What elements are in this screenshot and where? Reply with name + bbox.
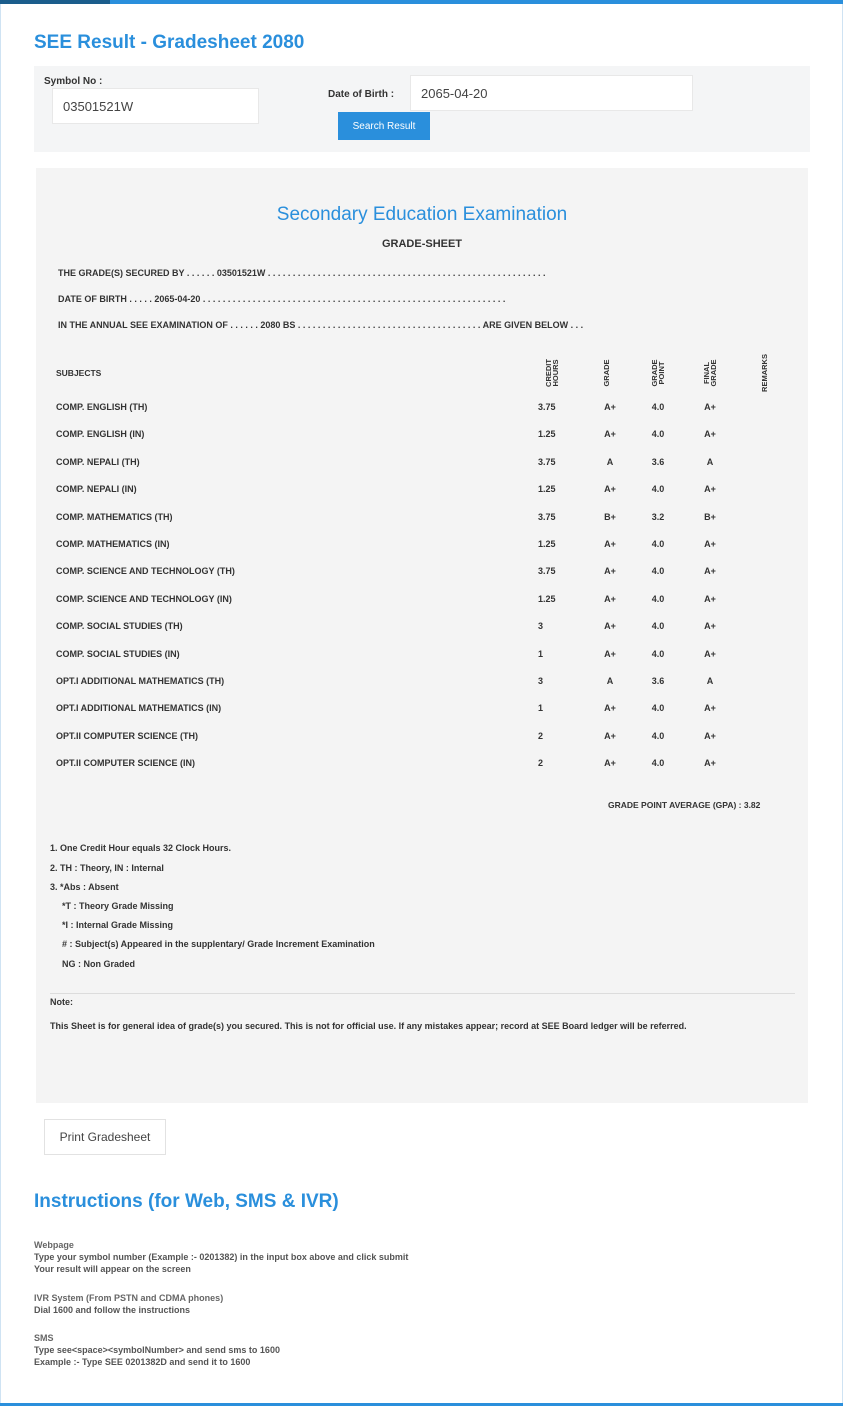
grade-point-cell: 4.0 — [651, 539, 665, 549]
table-row — [36, 676, 808, 690]
search-result-button[interactable]: Search Result — [338, 112, 430, 140]
subject-cell: COMP. NEPALI (IN) — [56, 484, 137, 495]
instructions-sms — [34, 1332, 280, 1368]
final-grade-cell: A+ — [704, 566, 716, 577]
secured-by-line: THE GRADE(S) SECURED BY . . . . . . 03501521W . . . . . . . . . . . . . . . . . . . . . . . . . . . . . . . . . . . . . . . . . . . . . . . . . . . . . . . . — [58, 268, 546, 278]
grade-point-cell: 4.0 — [651, 566, 665, 577]
final-grade-cell: A+ — [704, 703, 716, 714]
grade-point-cell: 3.2 — [651, 511, 665, 522]
instructions-webpage — [34, 1239, 408, 1275]
grade-cell: A+ — [604, 539, 616, 549]
dob-input[interactable]: 2065-04-20 — [410, 75, 693, 111]
dob-line: DATE OF BIRTH . . . . . 2065-04-20 . . . . . . . . . . . . . . . . . . . . . . . . . . . . . . . . . . . . . . . . . . . . . . . . . . . . . . . . . . . . . — [58, 294, 506, 304]
col-grade-point: GRADE POINT — [650, 359, 666, 387]
final-grade-cell: A+ — [704, 758, 716, 769]
instruction-heading: IVR System (From PSTN and CDMA phones) — [34, 1293, 224, 1303]
gpa-value: GRADE POINT AVERAGE (GPA) : 3.82 — [608, 800, 761, 810]
instruction-line: Dial 1600 and follow the instructions — [34, 1305, 191, 1315]
credit-hours-cell: 1.25 — [538, 593, 556, 604]
final-grade-cell: A+ — [704, 484, 716, 495]
grade-point-cell: 3.6 — [651, 676, 665, 686]
final-grade-cell: A+ — [704, 539, 716, 549]
grade-cell: A+ — [604, 703, 616, 714]
note-heading: Note: — [50, 997, 73, 1007]
subject-cell: COMP. SOCIAL STUDIES (IN) — [56, 648, 180, 659]
sheet-subtitle: GRADE-SHEET — [381, 238, 463, 250]
final-grade-cell: B+ — [704, 511, 716, 522]
subject-cell: COMP. ENGLISH (TH) — [56, 402, 148, 412]
grade-point-cell: 4.0 — [651, 703, 665, 714]
credit-hours-cell: 2 — [538, 730, 544, 741]
credit-hours-cell: 1.25 — [538, 429, 556, 440]
instruction-line: Type see<space><symbolNumber> and send sms to 1600 — [34, 1345, 280, 1355]
col-credit-hours: CREDIT HOURS — [544, 359, 560, 387]
instruction-heading: SMS — [34, 1333, 54, 1343]
grade-cell: A+ — [604, 402, 616, 412]
instructions-title: Instructions (for Web, SMS & IVR) — [34, 1191, 339, 1212]
grade-cell: A+ — [604, 621, 616, 632]
dob-label: Date of Birth : — [328, 89, 395, 100]
symbol-label: Symbol No : — [44, 76, 103, 87]
instructions-ivr — [34, 1292, 223, 1316]
instruction-line: Example :- Type SEE 0201382D and send it to 1600 — [34, 1357, 251, 1367]
grade-point-cell: 4.0 — [651, 730, 665, 741]
table-row — [36, 539, 808, 553]
note-divider — [50, 993, 795, 994]
table-row — [36, 484, 808, 498]
exam-line: IN THE ANNUAL SEE EXAMINATION OF . . . . . . 2080 BS . . . . . . . . . . . . . . . . . . . . . . . . . . . . . . . . . . . . . ARE GIVEN BELOW . . . — [58, 320, 584, 330]
footnote: 2. TH : Theory, IN : Internal — [50, 863, 164, 873]
footnote: # : Subject(s) Appeared in the supplentary/ Grade Increment Examination — [62, 939, 375, 949]
gradesheet — [36, 168, 808, 1103]
final-grade-cell: A — [706, 456, 714, 467]
subject-cell: COMP. SOCIAL STUDIES (TH) — [56, 621, 183, 632]
table-row — [36, 731, 808, 745]
grade-point-cell: 4.0 — [651, 648, 665, 659]
grade-cell: A+ — [604, 429, 616, 440]
table-row — [36, 621, 808, 635]
table-row — [36, 566, 808, 580]
table-row — [36, 402, 808, 416]
credit-hours-cell: 2 — [538, 758, 544, 769]
instruction-line: Your result will appear on the screen — [34, 1264, 191, 1274]
grade-point-cell: 4.0 — [651, 484, 665, 495]
credit-hours-cell: 3.75 — [538, 402, 556, 412]
instruction-line: Type your symbol number (Example :- 0201382) in the input box above and click submit — [34, 1252, 409, 1262]
subject-cell: OPT.I ADDITIONAL MATHEMATICS (IN) — [56, 703, 222, 714]
grade-cell: A+ — [604, 484, 616, 495]
subject-cell: COMP. SCIENCE AND TECHNOLOGY (IN) — [56, 593, 232, 604]
grade-cell: A+ — [604, 730, 616, 741]
final-grade-cell: A+ — [704, 621, 716, 632]
col-subjects: SUBJECTS — [56, 368, 102, 378]
subject-cell: COMP. MATHEMATICS (IN) — [56, 539, 170, 549]
page-title: SEE Result - Gradesheet 2080 — [34, 32, 305, 53]
grade-cell: A — [606, 676, 614, 686]
footnote: 1. One Credit Hour equals 32 Clock Hours. — [50, 843, 232, 853]
print-gradesheet-button[interactable]: Print Gradesheet — [44, 1119, 166, 1155]
credit-hours-cell: 1 — [538, 703, 544, 714]
subject-cell: COMP. MATHEMATICS (TH) — [56, 511, 173, 522]
final-grade-cell: A+ — [704, 730, 716, 741]
table-row — [36, 649, 808, 663]
footnote: NG : Non Graded — [62, 959, 136, 969]
grade-point-cell: 4.0 — [651, 593, 665, 604]
footnote: *I : Internal Grade Missing — [62, 920, 174, 930]
subject-cell: COMP. ENGLISH (IN) — [56, 429, 145, 440]
col-final-grade: FINAL GRADE — [702, 359, 718, 387]
final-grade-cell: A+ — [704, 402, 716, 412]
final-grade-cell: A — [706, 676, 714, 686]
col-remarks: REMARKS — [760, 354, 769, 392]
subject-cell: OPT.I ADDITIONAL MATHEMATICS (TH) — [56, 676, 225, 686]
grade-cell: A — [606, 456, 614, 467]
subject-cell: OPT.II COMPUTER SCIENCE (TH) — [56, 730, 199, 741]
credit-hours-cell: 3 — [538, 621, 544, 632]
credit-hours-cell: 1.25 — [538, 484, 556, 495]
credit-hours-cell: 3.75 — [538, 511, 556, 522]
credit-hours-cell: 3.75 — [538, 456, 556, 467]
credit-hours-cell: 1.25 — [538, 539, 556, 549]
grade-point-cell: 3.6 — [651, 456, 665, 467]
credit-hours-cell: 3 — [538, 676, 544, 686]
final-grade-cell: A+ — [704, 593, 716, 604]
table-row — [36, 703, 808, 717]
note-text: This Sheet is for general idea of grade(s) you secured. This is not for official use. If any mistakes appear; record at SEE Board ledger will be referred. — [50, 1021, 687, 1031]
grade-point-cell: 4.0 — [651, 758, 665, 769]
symbol-input[interactable]: 03501521W — [52, 88, 259, 124]
footnote: 3. *Abs : Absent — [50, 882, 119, 892]
final-grade-cell: A+ — [704, 429, 716, 440]
subject-cell: COMP. NEPALI (TH) — [56, 456, 140, 467]
credit-hours-cell: 1 — [538, 648, 544, 659]
grade-cell: A+ — [604, 593, 616, 604]
footnote: *T : Theory Grade Missing — [62, 901, 174, 911]
grade-point-cell: 4.0 — [651, 429, 665, 440]
subject-cell: COMP. SCIENCE AND TECHNOLOGY (TH) — [56, 566, 235, 577]
table-row — [36, 429, 808, 443]
table-row — [36, 457, 808, 471]
grade-point-cell: 4.0 — [651, 402, 665, 412]
col-grade: GRADE — [602, 359, 611, 387]
subject-cell: OPT.II COMPUTER SCIENCE (IN) — [56, 758, 196, 769]
search-panel — [34, 66, 810, 152]
table-row — [36, 758, 808, 772]
credit-hours-cell: 3.75 — [538, 566, 556, 577]
grade-point-cell: 4.0 — [651, 621, 665, 632]
sheet-title: Secondary Education Examination — [276, 204, 568, 225]
grade-cell: B+ — [604, 511, 616, 522]
table-row — [36, 594, 808, 608]
grade-cell: A+ — [604, 648, 616, 659]
grade-cell: A+ — [604, 758, 616, 769]
final-grade-cell: A+ — [704, 648, 716, 659]
grade-cell: A+ — [604, 566, 616, 577]
table-row — [36, 512, 808, 526]
instruction-heading: Webpage — [34, 1240, 74, 1250]
